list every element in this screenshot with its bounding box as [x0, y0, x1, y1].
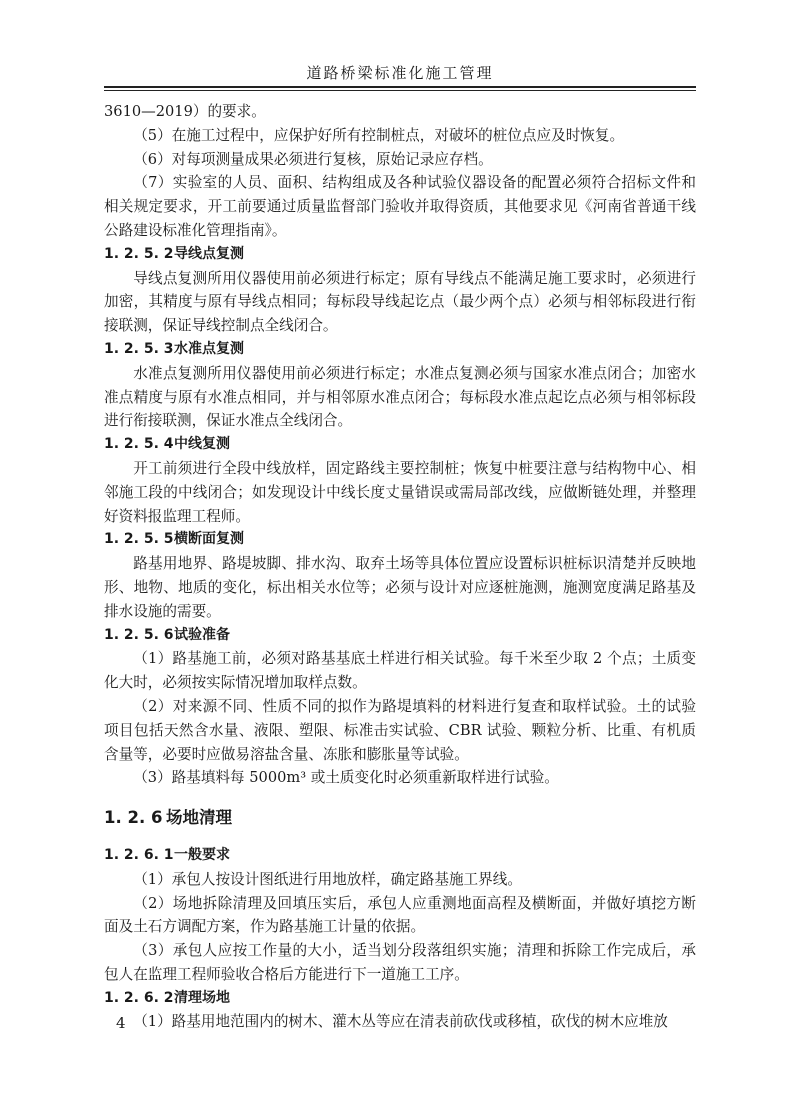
- header-rule: [104, 86, 696, 88]
- heading-number: 1. 2. 5. 6: [104, 626, 174, 643]
- heading-title: 横断面复测: [174, 531, 244, 548]
- paragraph: （1）路基施工前，必须对路基基底土样进行相关试验。每千米至少取 2 个点；土质变化大时，必须按实际情况增加取样点数。: [104, 650, 696, 692]
- paragraph: （7）实验室的人员、面积、结构组成及各种试验仪器设备的配置必须符合招标文件和相关规定要求，开工前要通过质量监督部门验收并取得资质，其他要求见《河南省普通干线公路建设标准化管理指南》。: [104, 174, 696, 239]
- paragraph: 路基用地界、路堤坡脚、排水沟、取弃土场等具体位置应设置标识桩标识清楚并反映地形、地物、地质的变化，标出相关水位等；必须与设计对应逐桩施测，施测宽度满足路基及排水设施的需要。: [104, 555, 696, 620]
- paragraph: 导线点复测所用仪器使用前必须进行标定；原有导线点不能满足施工要求时，必须进行加密，其精度与原有导线点相同；每标段导线起讫点（最少两个点）必须与相邻标段进行衔接联测，保证导线控制点全线闭合。: [104, 269, 696, 335]
- subsection-heading: [104, 433, 696, 457]
- heading-number: 1. 2. 6: [104, 808, 163, 828]
- paragraph: （1）路基用地范围内的树木、灌木丛等应在清表前砍伐或移植，砍伐的树木应堆放: [133, 1013, 668, 1031]
- heading-title: 场地清理: [166, 808, 232, 828]
- heading-number: 1. 2. 6. 2: [104, 989, 174, 1006]
- subsection-heading: [104, 528, 696, 552]
- paragraph: （3）承包人应按工作量的大小，适当划分段落组织实施；清理和拆除工作完成后，承包人在监理工程师验收合格后方能进行下一道施工工序。: [104, 942, 696, 983]
- heading-title: 导线点复测: [174, 245, 244, 262]
- page-body: [104, 100, 696, 1034]
- section-heading: [104, 806, 696, 830]
- heading-title: 清理场地: [174, 989, 230, 1006]
- heading-number: 1. 2. 6. 1: [104, 846, 174, 863]
- subsection-heading: [104, 987, 696, 1011]
- paragraph: 水准点复测所用仪器使用前必须进行标定；水准点复测必须与国家水准点闭合；加密水准点精度与原有水准点相同，并与相邻原水准点闭合；每标段水准点起讫点必须与相邻标段进行衔接联测，保证水准点全线闭合。: [104, 364, 696, 430]
- paragraph: （6）对每项测量成果必须进行复核，原始记录应存档。: [133, 150, 493, 168]
- heading-title: 水准点复测: [174, 340, 244, 357]
- heading-number: 1. 2. 5. 2: [104, 245, 174, 262]
- heading-title: 中线复测: [174, 436, 230, 453]
- heading-title: 一般要求: [174, 846, 230, 863]
- heading-title: 试验准备: [174, 626, 230, 643]
- heading-number: 1. 2. 5. 3: [104, 340, 174, 357]
- paragraph: 3610—2019）的要求。: [104, 103, 266, 120]
- subsection-heading: [104, 844, 696, 868]
- running-title: 道路桥梁标准化施工管理: [306, 64, 494, 82]
- paragraph: （2）场地拆除清理及回填压实后，承包人应重测地面高程及横断面，并做好填挖方断面及土石方调配方案，作为路基施工计量的依据。: [104, 894, 696, 936]
- paragraph: （3）路基填料每 5000m³ 或土质变化时必须重新取样进行试验。: [133, 769, 559, 787]
- page-header: [0, 0, 800, 98]
- paragraph: （5）在施工过程中，应保护好所有控制桩点，对破坏的桩位点应及时恢复。: [133, 126, 625, 144]
- subsection-heading: [104, 338, 696, 362]
- paragraph: （1）承包人按设计图纸进行用地放样，确定路基施工界线。: [133, 870, 522, 888]
- paragraph: 开工前须进行全段中线放样，固定路线主要控制桩；恢复中桩要注意与结构物中心、相邻施工段的中线闭合；如发现设计中线长度丈量错误或需局部改线，应做断链处理，并整理好资料报监理工程师。: [104, 459, 696, 525]
- header-rule-thin: [104, 90, 696, 91]
- heading-number: 1. 2. 5. 4: [104, 436, 174, 453]
- page-number: 4: [116, 1014, 126, 1032]
- subsection-heading: [104, 243, 696, 267]
- paragraph: （2）对来源不同、性质不同的拟作为路堤填料的材料进行复查和取样试验。土的试验项目包括天然含水量、液限、塑限、标准击实试验、CBR 试验、颗粒分析、比重、有机质含量等，必要时应做易溶盐含量、冻胀和膨胀量等试验。: [104, 697, 696, 763]
- subsection-heading: [104, 624, 696, 648]
- heading-number: 1. 2. 5. 5: [104, 531, 174, 548]
